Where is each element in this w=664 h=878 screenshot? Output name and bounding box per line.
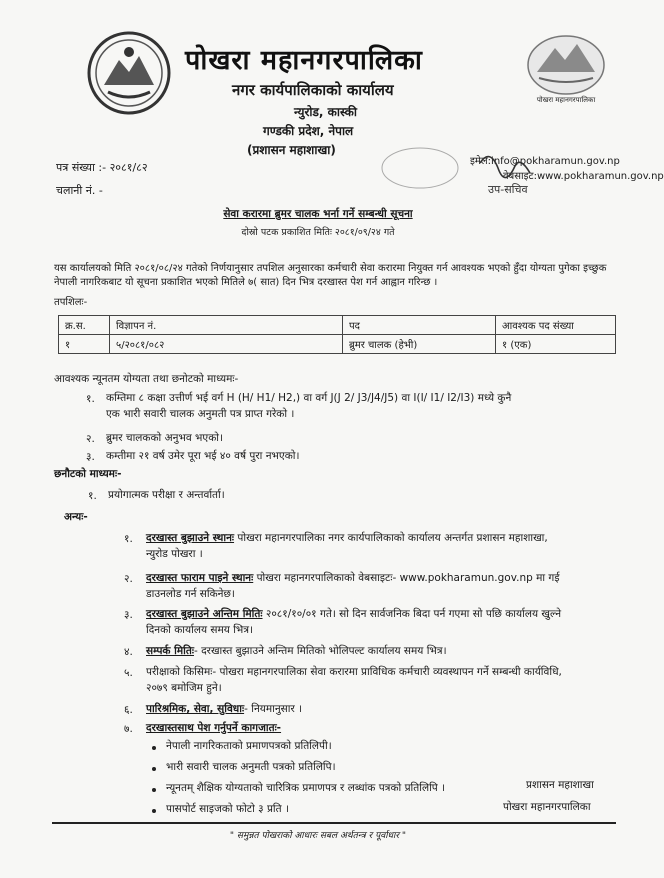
intro-paragraph: यस कार्यालयको मिति २०८१/०८/२४ गतेको निर्णयानुसार तपशिल अनुसारका कर्मचारी सेवा करारमा नियुक्त गर्न आवश्यक भएको हुँदा योग्यता पुगेका इच्छुक नेपाली नागरिकबाट यो सूचना प्रकाशित भएको मितिले ७( सात) दिन भित्र दरखास्त पेश गर्न आह्वान गरिन्छ ।: [54, 263, 607, 288]
item-text: पोखरा महानगरपालिकाको वेबसाइटः- www.pokharamun.gov.np मा गई: [253, 572, 560, 584]
office-branch: (प्रशासन महाशाखा): [247, 143, 336, 157]
qualification-item: [106, 390, 616, 422]
table-cell: ब्रुमर चालक (हेभी): [343, 335, 496, 354]
item-text: २०८१/१०/०१ गते। सो दिन सार्वजनिक बिदा पर्न गएमा सो पछि कार्यालय खुल्ने: [262, 608, 562, 620]
mountain-lake-logo-icon: [525, 34, 607, 96]
selection-item: प्रयोगात्मक परीक्षा र अन्तर्वार्ता।: [108, 489, 225, 501]
qualification-text: एक भारी सवारी चालक अनुमती पत्र प्राप्त गरेको ।: [106, 408, 295, 420]
item-label: दरखास्त बुझाउने स्थानः: [146, 532, 235, 544]
dispatch-number: चलानी नं. -: [56, 184, 103, 197]
qualifications-heading: आवश्यक न्यूनतम योग्यता तथा छनोटको माध्यमः-: [54, 373, 239, 385]
bullet-icon: [152, 788, 156, 792]
item-text: डाउनलोड गर्न सकिनेछ।: [146, 588, 235, 600]
table-cell: १: [59, 335, 110, 354]
bullet-icon: [152, 746, 156, 750]
document-item: न्यूनतम् शैक्षिक योग्यताको चारित्रिक प्रमाणपत्र र लब्धांक पत्रको प्रतिलिपि ।: [166, 782, 446, 794]
other-item: [146, 570, 616, 602]
details-label: तपशिलः-: [54, 297, 88, 308]
table-header: आवश्यक पद संख्या: [496, 316, 616, 335]
table-header: क्र.स.: [59, 316, 110, 335]
other-item: [146, 664, 616, 696]
city-logo-label: पोखरा महानगरपालिका: [536, 96, 596, 104]
office-province: गण्डकी प्रदेश, नेपाल: [263, 124, 354, 138]
notice-subtitle: दोस्रो पटक प्रकाशित मितिः २०८१/०९/२४ गते: [241, 227, 395, 238]
list-number: १.: [88, 490, 97, 502]
others-heading: अन्यः-: [64, 511, 88, 523]
other-item: [146, 643, 616, 659]
website-address: वेबसाइट:www.pokharamun.gov.np: [503, 171, 664, 182]
signature-text: उप-सचिव: [488, 183, 528, 196]
item-text: परीक्षाको किसिमः- पोखरा महानगरपालिका सेवा करारमा प्राविधिक कर्मचारी व्यवस्थापन गर्ने सम्बन्धी कार्यविधि,: [146, 666, 562, 678]
bullet-icon: [152, 767, 156, 771]
city-logo: [525, 34, 607, 104]
signoff-branch: प्रशासन महाशाखा: [526, 779, 594, 791]
page-title: पोखरा महानगरपालिका: [185, 45, 423, 76]
vacancy-table: [58, 315, 616, 354]
item-text: - दरखास्त बुझाउने अन्तिम मितिको भोलिपल्ट कार्यालय समय भित्र।: [193, 645, 447, 657]
bullet-icon: [152, 809, 156, 813]
office-name: नगर कार्यपालिकाको कार्यालय: [232, 81, 394, 99]
nepal-emblem-logo: [86, 30, 172, 116]
document-item: नेपाली नागरिकताको प्रमाणपत्रको प्रतिलिपी।: [166, 740, 332, 752]
qualification-text: कम्तिमा ८ कक्षा उत्तीर्ण भई वर्ग H (H/ H1/ H2,) वा वर्ग J(J 2/ J3/J4/J5) वा I(I/ I1/ I2/I3) मध्ये कुनै: [106, 392, 512, 404]
list-number: १.: [124, 533, 133, 545]
notice-title: सेवा करारमा ब्रुमर चालक भर्ना गर्ने सम्बन्धी सूचना: [223, 208, 413, 220]
other-item: [146, 701, 616, 717]
selection-heading: छनौटको माध्यमः-: [54, 468, 122, 480]
qualification-item: कम्तीमा २१ वर्ष उमेर पूरा भई ४० वर्ष पुरा नभएको।: [106, 450, 300, 462]
list-number: ६.: [124, 704, 133, 716]
list-number: ७.: [124, 723, 133, 735]
table-header: पद: [343, 316, 496, 335]
list-number: ५.: [124, 667, 133, 679]
item-label: सम्पर्क मितिः: [146, 645, 194, 657]
item-label: दरखास्त फाराम पाइने स्थानः: [146, 572, 254, 584]
email-address: इमेल:info@pokharamun.gov.np: [470, 156, 620, 167]
office-location: न्युरोड, कास्की: [294, 105, 357, 119]
table-row: [59, 335, 616, 354]
signoff-office: पोखरा महानगरपालिका: [503, 801, 591, 813]
item-text: पोखरा महानगरपालिका नगर कार्यपालिकाको कार्यालय अन्तर्गत प्रशासन महाशाखा,: [234, 532, 548, 544]
list-number: १.: [86, 393, 95, 405]
item-text: २०७९ बमोजिम हुने।: [146, 682, 222, 694]
table-header: विज्ञापन नं.: [110, 316, 343, 335]
footer-divider: [52, 822, 616, 824]
item-label: दरखास्त बुझाउने अन्तिम मितिः: [146, 608, 263, 620]
other-item: [146, 606, 616, 638]
other-item: [146, 530, 616, 562]
item-text: दिनको कार्यालय समय भित्र।: [146, 624, 254, 636]
table-cell: १ (एक): [496, 335, 616, 354]
document-item: पासपोर्ट साइजको फोटो ३ प्रति ।: [166, 803, 289, 815]
document-item: भारी सवारी चालक अनुमती पत्रको प्रतिलिपि।: [166, 761, 336, 773]
list-number: ३.: [86, 451, 95, 463]
table-cell: ५/२०८१/०८२: [110, 335, 343, 354]
list-number: २.: [86, 433, 95, 445]
item-text: - नियमानुसार ।: [244, 703, 303, 715]
letter-number: पत्र संख्या :- २०८१/८२: [56, 161, 148, 174]
list-number: २.: [124, 573, 133, 585]
list-number: ३.: [124, 609, 133, 621]
office-stamp-signature: [380, 148, 560, 208]
other-item: [146, 720, 281, 736]
item-label: पारिश्रमिक, सेवा, सुविधाः: [146, 703, 245, 715]
qualification-item: ब्रुमर चालकको अनुभव भएको।: [106, 432, 223, 444]
table-header-row: [59, 316, 616, 335]
list-number: ४.: [124, 646, 133, 658]
footer-slogan: " समुन्नत पोखराको आधारः सबल अर्थतन्त्र र पूर्वाधार ": [229, 831, 407, 841]
item-label: दरखास्तसाथ पेश गर्नुपर्ने कागजातः-: [146, 722, 282, 734]
item-text: न्युरोड पोखरा ।: [146, 548, 203, 560]
